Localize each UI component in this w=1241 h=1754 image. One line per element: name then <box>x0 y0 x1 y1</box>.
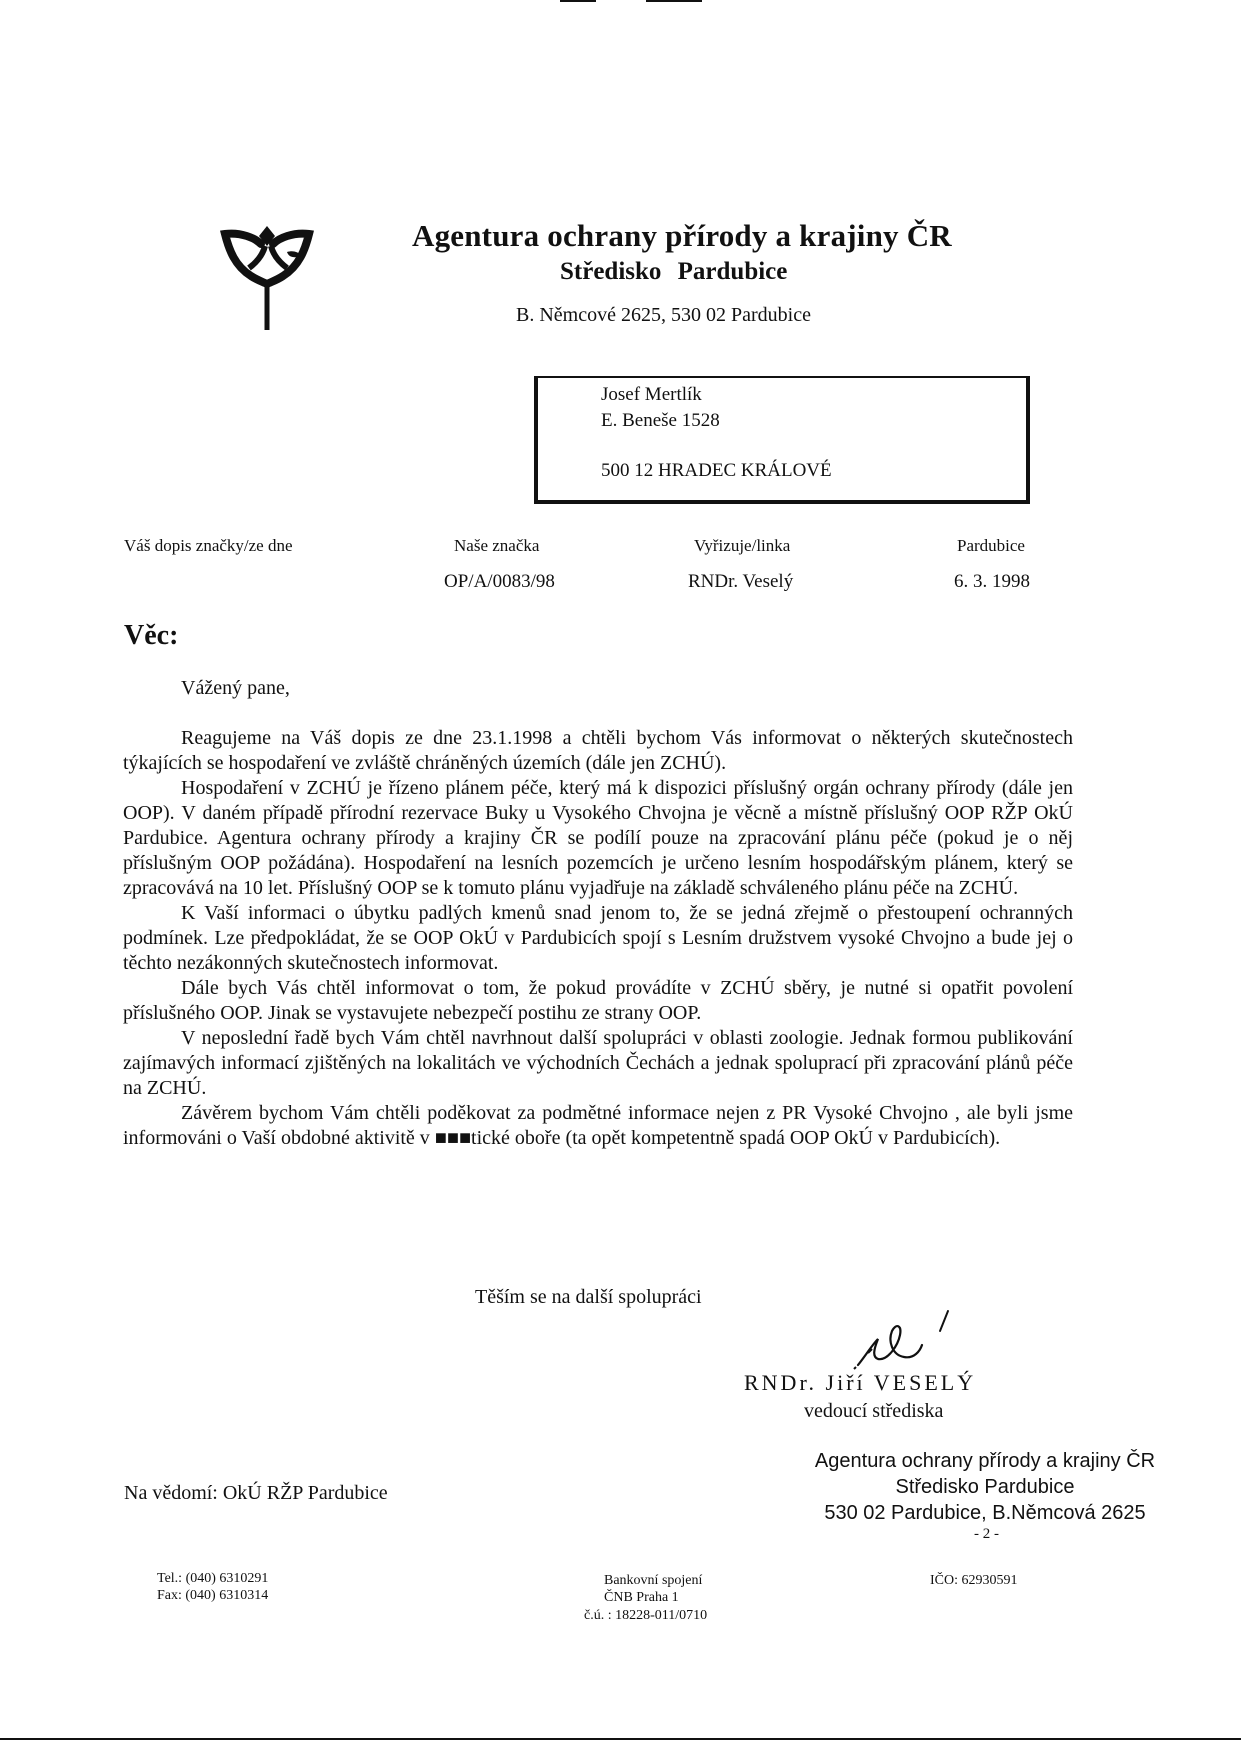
bottom-edge-rule <box>0 1738 1241 1740</box>
handwritten-signature <box>848 1305 968 1375</box>
our-reference-value: OP/A/0083/98 <box>444 571 555 592</box>
signatory-name: RNDr. Jiří VESELÝ <box>744 1370 977 1395</box>
organization-name: Agentura ochrany přírody a krajiny ČR <box>412 218 952 253</box>
body-paragraph: V neposlední řadě bych Vám chtěl navrhnout další spolupráci v oblasti zoologie. Jednak formou publikování zajímavých informací zjištěných na lokalitách ve východních Čechách a jednak spoluprací při zpracování plánů péče na ZCHÚ. <box>123 1027 1073 1099</box>
your-reference-label: Váš dopis značky/ze dne <box>124 536 293 555</box>
closing-line: Těším se na další spolupráci <box>475 1286 702 1308</box>
handled-by-value: RNDr. Veselý <box>688 571 794 592</box>
stamp-line: 530 02 Pardubice, B.Němcová 2625 <box>824 1502 1146 1524</box>
our-reference-label: Naše značka <box>454 536 540 555</box>
top-edge-mark <box>560 0 596 2</box>
footer-bank-label: Bankovní spojení <box>604 1573 703 1588</box>
place-label: Pardubice <box>957 536 1025 555</box>
footer-phone: Tel.: (040) 6310291 <box>157 1571 269 1586</box>
body-paragraph: Závěrem bychom Vám chtěli poděkovat za podmětné informace nejen z PR Vysoké Chvojno , ale byli jsme informováni o Vaší obdobné aktivitě v ■■■tické oboře (ta opět kompetentně spadá OOP OkÚ v Pardubicích). <box>123 1102 1073 1149</box>
carbon-copy-note: Na vědomí: OkÚ RŽP Pardubice <box>124 1482 388 1504</box>
recipient-street: E. Beneše 1528 <box>601 410 720 431</box>
footer-account: č.ú. : 18228-011/0710 <box>584 1608 708 1623</box>
footer-fax: Fax: (040) 6310314 <box>157 1588 269 1603</box>
signatory-title: vedoucí střediska <box>804 1400 944 1422</box>
recipient-name: Josef Mertlík <box>601 384 702 405</box>
body-paragraph: K Vaší informaci o úbytku padlých kmenů snad jenom to, že se jedná zřejmě o přestoupení ochranných podmínek. Lze předpokládat, že se OOP OkÚ v Pardubicích spojí s Lesním družstvem vysoké Chvojno a bude jej o těchto nezákonných skutečnostech informovat. <box>123 902 1073 974</box>
body-paragraph: Dále bych Vás chtěl informovat o tom, že pokud provádíte v ZCHÚ sběry, je nutné si opatřit povolení příslušného OOP. Jinak se vystavujete nebezpečí postihu ze strany OOP. <box>123 977 1073 1024</box>
salutation: Vážený pane, <box>181 677 290 699</box>
handled-by-label: Vyřizuje/linka <box>694 536 791 555</box>
agency-logo-icon <box>215 222 320 332</box>
letter-body <box>123 676 1073 1151</box>
body-paragraph: Reagujeme na Váš dopis ze dne 23.1.1998 a chtěli bychom Vás informovat o některých skutečnostech týkajících se hospodaření ve zvláště chráněných územích (dále jen ZCHÚ). <box>123 727 1073 774</box>
stamp-line: Středisko Pardubice <box>895 1476 1075 1498</box>
organization-address: B. Němcové 2625, 530 02 Pardubice <box>516 304 811 326</box>
letter-date: 6. 3. 1998 <box>954 571 1030 592</box>
top-edge-mark <box>646 0 702 2</box>
footer-company-id: IČO: 62930591 <box>930 1573 1018 1588</box>
page-number: - 2 - <box>974 1526 999 1542</box>
stamp-line: Agentura ochrany přírody a krajiny ČR <box>814 1450 1156 1472</box>
body-paragraph: Hospodaření v ZCHÚ je řízeno plánem péče, který má k dispozici příslušný orgán ochrany přírody (dále jen OOP). V daném případě přírodní rezervace Buky u Vysokého Chvojna je věcně a místně příslušný OOP RŽP OkÚ Pardubice. Agentura ochrany přírody a krajiny ČR se podílí pouze na zpracování plánu péče (pokud je o něj příslušným OOP požádána). Hospodaření na lesních pozemcích je určeno lesním hospodářským plánem, který se zpracovává na 10 let. Příslušný OOP se k tomuto plánu vyjadřuje na základě schváleného plánu péče na ZCHÚ. <box>123 777 1073 899</box>
subject-label: Věc: <box>124 620 179 651</box>
office-stamp <box>810 1448 1160 1526</box>
footer-bank-name: ČNB Praha 1 <box>604 1590 679 1605</box>
recipient-city: 500 12 HRADEC KRÁLOVÉ <box>601 460 832 481</box>
organization-branch: Středisko Pardubice <box>560 258 788 285</box>
